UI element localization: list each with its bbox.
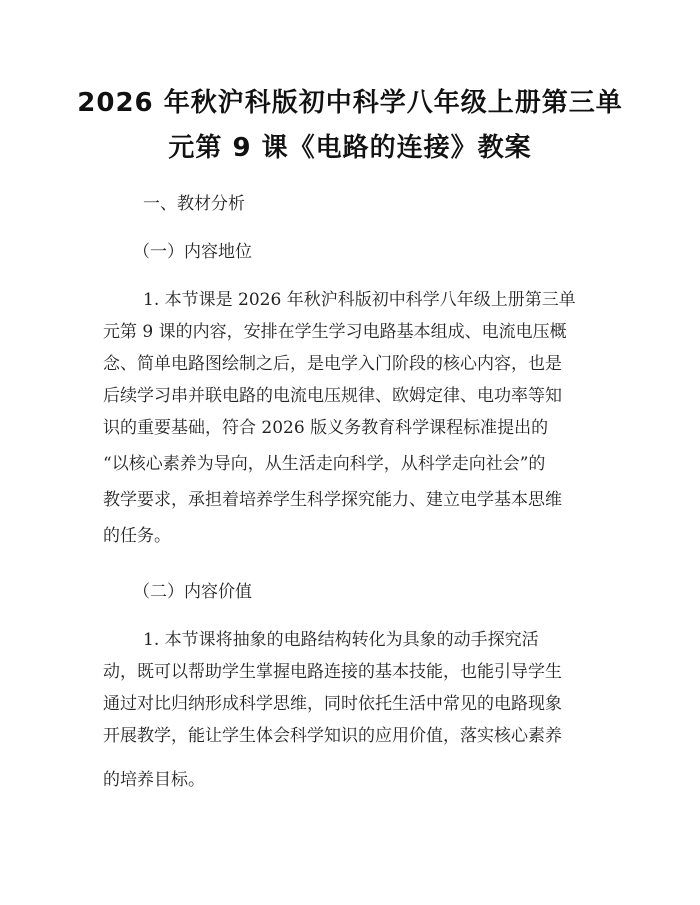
subsection-heading-content-value: （二）内容价值 bbox=[133, 582, 252, 602]
paragraph-line: 1. 本节课是 2026 年秋沪科版初中科学八年级上册第三单 bbox=[143, 290, 576, 310]
section-heading-textbook-analysis: 一、教材分析 bbox=[143, 194, 245, 214]
paragraph-line: 的培养目标。 bbox=[103, 770, 205, 790]
paragraph-line: “以核心素养为导向，从生活走向科学，从科学走向社会”的 bbox=[103, 454, 546, 474]
paragraph-line: 元第 9 课的内容，安排在学生学习电路基本组成、电流电压概 bbox=[103, 322, 567, 342]
paragraph-line: 识的重要基础，符合 2026 版义务教育科学课程标准提出的 bbox=[103, 418, 549, 438]
document-title-line-1: 2026 年秋沪科版初中科学八年级上册第三单 bbox=[77, 88, 623, 118]
paragraph-line: 开展教学，能让学生体会科学知识的应用价值，落实核心素养 bbox=[103, 726, 562, 746]
paragraph-line: 的任务。 bbox=[103, 526, 171, 546]
paragraph-line: 动，既可以帮助学生掌握电路连接的基本技能，也能引导学生 bbox=[103, 662, 562, 682]
paragraph-line: 后续学习串并联电路的电流电压规律、欧姆定律、电功率等知 bbox=[103, 386, 562, 406]
paragraph-line: 1. 本节课将抽象的电路结构转化为具象的动手探究活 bbox=[143, 630, 539, 650]
subsection-heading-content-position: （一）内容地位 bbox=[133, 242, 252, 262]
document-title-line-2: 元第 9 课《电路的连接》教案 bbox=[168, 133, 532, 163]
paragraph-line: 教学要求，承担着培养学生科学探究能力、建立电学基本思维 bbox=[103, 490, 562, 510]
paragraph-line: 念、简单电路图绘制之后，是电学入门阶段的核心内容，也是 bbox=[103, 354, 562, 374]
paragraph-line: 通过对比归纳形成科学思维，同时依托生活中常见的电路现象 bbox=[103, 694, 562, 714]
